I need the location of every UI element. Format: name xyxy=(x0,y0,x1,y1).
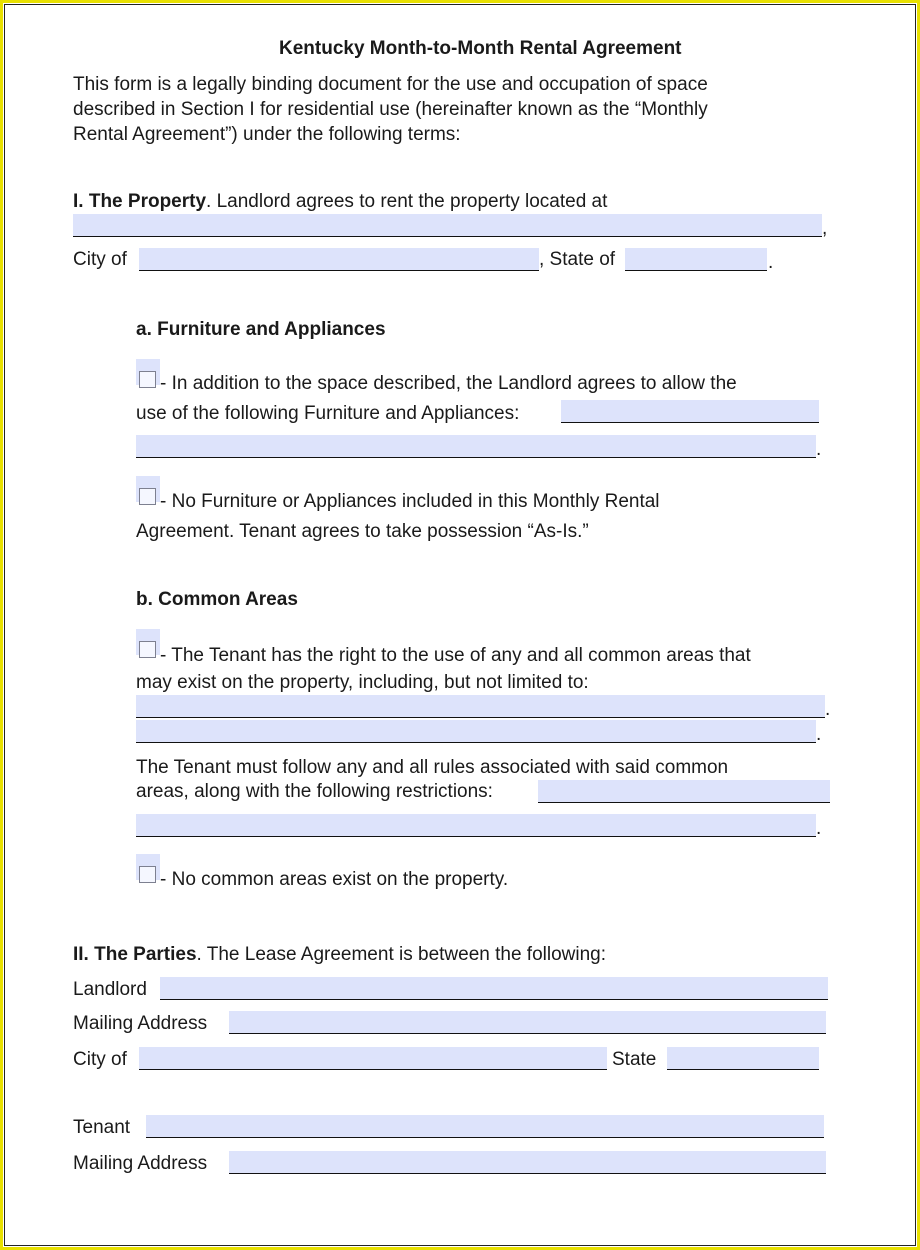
intro-line: Rental Agreement”) under the following terms: xyxy=(73,124,461,145)
restrictions-field-2[interactable] xyxy=(136,814,816,837)
intro-line: This form is a legally binding document for the use and occupation of space xyxy=(73,74,708,95)
furniture-option-text: use of the following Furniture and Appliances: xyxy=(136,403,520,424)
no-common-areas-text: - No common areas exist on the property. xyxy=(160,869,509,890)
no-furniture-checkbox[interactable] xyxy=(136,476,160,502)
furniture-option-text: - In addition to the space described, the Landlord agrees to allow the xyxy=(160,373,737,394)
common-areas-field-2[interactable] xyxy=(136,720,816,743)
landlord-mailing-field[interactable] xyxy=(229,1011,826,1034)
no-furniture-text: - No Furniture or Appliances included in this Monthly Rental xyxy=(160,491,660,512)
common-areas-text: may exist on the property, including, but not limited to: xyxy=(136,672,589,693)
form-title: Kentucky Month-to-Month Rental Agreement xyxy=(279,38,682,59)
property-city-field[interactable] xyxy=(139,248,539,271)
city-label: City of xyxy=(73,249,127,270)
common-areas-heading: b. Common Areas xyxy=(136,589,298,610)
no-furniture-text: Agreement. Tenant agrees to take possession “As-Is.” xyxy=(136,521,589,542)
landlord-state-field[interactable] xyxy=(667,1047,819,1070)
common-areas-field[interactable] xyxy=(136,695,825,718)
city-label: City of xyxy=(73,1049,127,1070)
furniture-heading: a. Furniture and Appliances xyxy=(136,319,386,340)
landlord-city-field[interactable] xyxy=(139,1047,607,1070)
period: . xyxy=(816,724,822,745)
property-address-field[interactable] xyxy=(73,214,822,237)
section-parties-heading xyxy=(73,945,606,964)
furniture-included-checkbox[interactable] xyxy=(136,359,160,385)
rules-text: The Tenant must follow any and all rules associated with said common xyxy=(136,757,729,778)
section-parties-title: II. The Parties xyxy=(73,944,197,965)
state-label: , State of xyxy=(539,249,616,270)
tenant-mailing-field[interactable] xyxy=(229,1151,826,1174)
restrictions-field[interactable] xyxy=(538,780,830,803)
section-property-text: . Landlord agrees to rent the property located at xyxy=(206,191,608,212)
rules-text: areas, along with the following restrictions: xyxy=(136,781,493,802)
section-property-title: I. The Property xyxy=(73,191,207,212)
period: . xyxy=(825,699,831,720)
state-label: State xyxy=(612,1049,657,1070)
period: . xyxy=(816,818,822,839)
property-state-field[interactable] xyxy=(625,248,767,271)
period: . xyxy=(768,252,774,273)
no-common-areas-checkbox[interactable] xyxy=(136,854,160,880)
comma: , xyxy=(822,218,828,239)
furniture-list-field[interactable] xyxy=(561,400,819,423)
section-parties-text: . The Lease Agreement is between the following: xyxy=(196,944,607,965)
furniture-list-field-2[interactable] xyxy=(136,435,816,458)
mailing-address-label: Mailing Address xyxy=(73,1013,208,1034)
section-property-heading xyxy=(73,192,607,211)
tenant-name-field[interactable] xyxy=(146,1115,824,1138)
common-areas-checkbox[interactable] xyxy=(136,629,160,655)
intro-line: described in Section I for residential use (hereinafter known as the “Monthly xyxy=(73,99,708,120)
landlord-name-field[interactable] xyxy=(160,977,828,1000)
tenant-mailing-label: Mailing Address xyxy=(73,1153,208,1174)
landlord-label: Landlord xyxy=(73,979,147,1000)
common-areas-text: - The Tenant has the right to the use of any and all common areas that xyxy=(160,645,751,666)
period: . xyxy=(816,439,822,460)
tenant-label: Tenant xyxy=(73,1117,131,1138)
